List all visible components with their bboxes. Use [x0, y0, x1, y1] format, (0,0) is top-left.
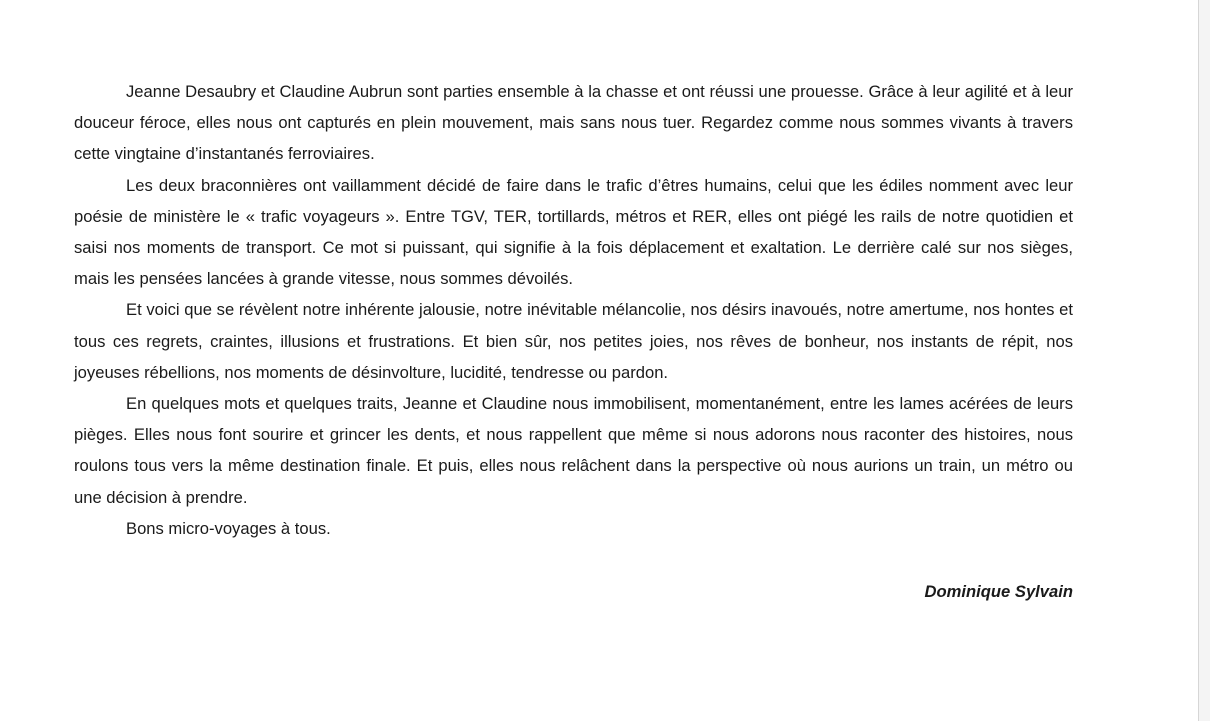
paragraph-1: Jeanne Desaubry et Claudine Aubrun sont parties ensemble à la chasse et ont réussi une prouesse. Grâce à leur agilité et à leur douceur féroce, elles nous ont capturés en plein mouvement, mais sans nous tuer. Regardez comme nous sommes vivants à travers cette vingtaine d’instantanés ferroviaires. [74, 82, 1073, 164]
body-text [74, 76, 1073, 544]
paragraph-4: En quelques mots et quelques traits, Jeanne et Claudine nous immobilisent, momentanément, entre les lames acérées de leurs pièges. Elles nous font sourire et grincer les dents, et nous rappellent que même si nous adorons nous raconter des histoires, nous roulons tous vers la même destination finale. Et puis, elles nous relâchent dans la perspective où nous aurions un train, un métro ou une décision à prendre. [74, 394, 1073, 507]
paragraph-2: Les deux braconnières ont vaillamment décidé de faire dans le trafic d’êtres humains, celui que les édiles nomment avec leur poésie de ministère le « trafic voyageurs ». Entre TGV, TER, tortillards, métros et RER, elles ont piégé les rails de notre quotidien et saisi nos moments de transport. Ce mot si puissant, qui signifie à la fois déplacement et exaltation. Le derrière calé sur nos sièges, mais les pensées lancées à grande vitesse, nous sommes dévoilés. [74, 175, 1073, 289]
author-signature: Dominique Sylvain [924, 582, 1073, 601]
paragraph-5: Bons micro-voyages à tous. [126, 518, 331, 538]
paragraph-3: Et voici que se révèlent notre inhérente jalousie, notre inévitable mélancolie, nos désirs inavoués, notre amertume, nos hontes et tous ces regrets, craintes, illusions et frustrations. Et bien sûr, nos petites joies, nos rêves de bonheur, nos instants de répit, nos joyeuses rébellions, nos moments de désinvolture, lucidité, tendresse ou pardon. [74, 300, 1073, 382]
workspace-gutter [1199, 0, 1210, 721]
